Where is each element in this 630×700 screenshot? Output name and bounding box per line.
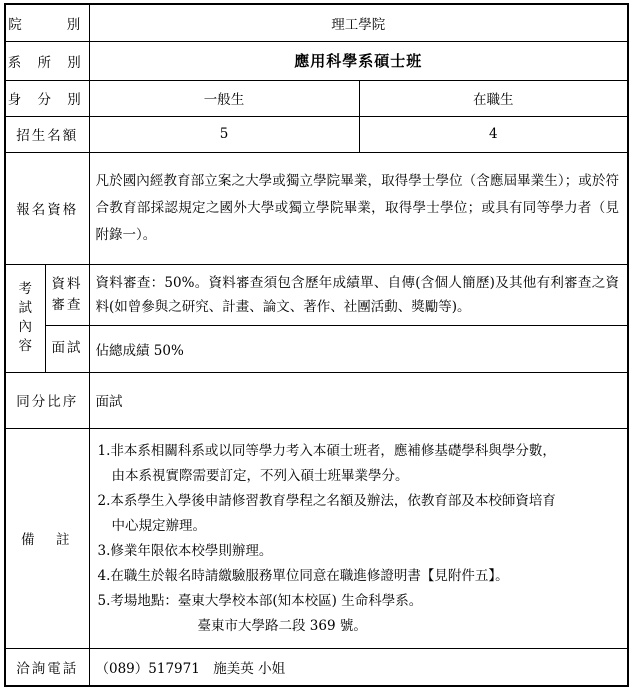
row-remarks	[5, 428, 628, 648]
row-exam-review	[5, 264, 628, 325]
row-quota	[5, 116, 628, 152]
college-value: 理工學院	[89, 4, 628, 41]
row-college	[5, 4, 628, 41]
exam-label-char: 容	[18, 338, 32, 354]
eligibility-text: 凡於國內經教育部立案之大學或獨立學院畢業，取得學士學位（含應屆畢業生）；或於符合教育部採認規定之國外大學或獨立學院畢業，取得學士學位；或具有同等學力者（見附錄一）。	[89, 152, 628, 264]
remark-line: 3.修業年限依本校學則辦理。	[97, 543, 273, 559]
remark-line: 中心規定辦理。	[111, 518, 206, 534]
row-identity	[5, 80, 628, 116]
tiebreak-label: 同分比序	[5, 372, 89, 428]
row-tiebreak	[5, 372, 628, 428]
row-contact	[5, 648, 628, 686]
admission-table	[4, 3, 629, 687]
remark-line: 4.在職生於報名時請繳驗服務單位同意在職進修證明書【見附件五】。	[97, 568, 509, 584]
interview-text: 佔總成績 50%	[89, 325, 628, 372]
review-label-line: 審查	[51, 296, 83, 313]
row-department	[5, 41, 628, 80]
interview-label: 面試	[45, 325, 89, 372]
quota-general: 5	[89, 116, 359, 152]
remark-line: 2.本系學生入學後申請修習教育學程之名額及辦法，依教育部及本校師資培育	[97, 493, 556, 509]
remarks-text	[89, 428, 628, 648]
college-label: 院 別	[5, 4, 89, 41]
exam-label-char: 內	[18, 319, 32, 335]
row-eligibility	[5, 152, 628, 264]
quota-label: 招生名額	[5, 116, 89, 152]
identity-label: 身 分 別	[5, 80, 89, 116]
review-label	[45, 264, 89, 325]
identity-general: 一般生	[89, 80, 359, 116]
eligibility-label: 報名資格	[5, 152, 89, 264]
remark-line: 1.非本系相關科系或以同等學力考入本碩士班者，應補修基礎學科與學分數，	[97, 443, 556, 459]
identity-employed: 在職生	[359, 80, 628, 116]
exam-label-char: 試	[18, 300, 32, 316]
review-text: 資料審查：50%。資料審查須包含歷年成績單、自傳(含個人簡歷)及其他有利審查之資料(如曾參與之研究、計畫、論文、著作、社團活動、獎勵等)。	[89, 264, 628, 325]
exam-label-char: 考	[18, 281, 32, 297]
contact-value: （089）517971 施美英 小姐	[89, 648, 628, 686]
exam-label	[5, 264, 45, 372]
remark-line: 5.考場地點：臺東大學校本部(知本校區) 生命科學系。	[97, 593, 423, 609]
quota-employed: 4	[359, 116, 628, 152]
tiebreak-value: 面試	[89, 372, 628, 428]
department-label: 系 所 別	[5, 41, 89, 80]
remark-line: 由本系視實際需要訂定，不列入碩士班畢業學分。	[111, 468, 409, 484]
remark-line: 臺東市大學路二段 369 號。	[197, 618, 367, 634]
remarks-label: 備 註	[5, 428, 89, 648]
department-value: 應用科學系碩士班	[89, 41, 628, 80]
contact-label: 洽詢電話	[5, 648, 89, 686]
review-label-line: 資料	[51, 275, 83, 292]
row-exam-interview	[5, 325, 628, 372]
